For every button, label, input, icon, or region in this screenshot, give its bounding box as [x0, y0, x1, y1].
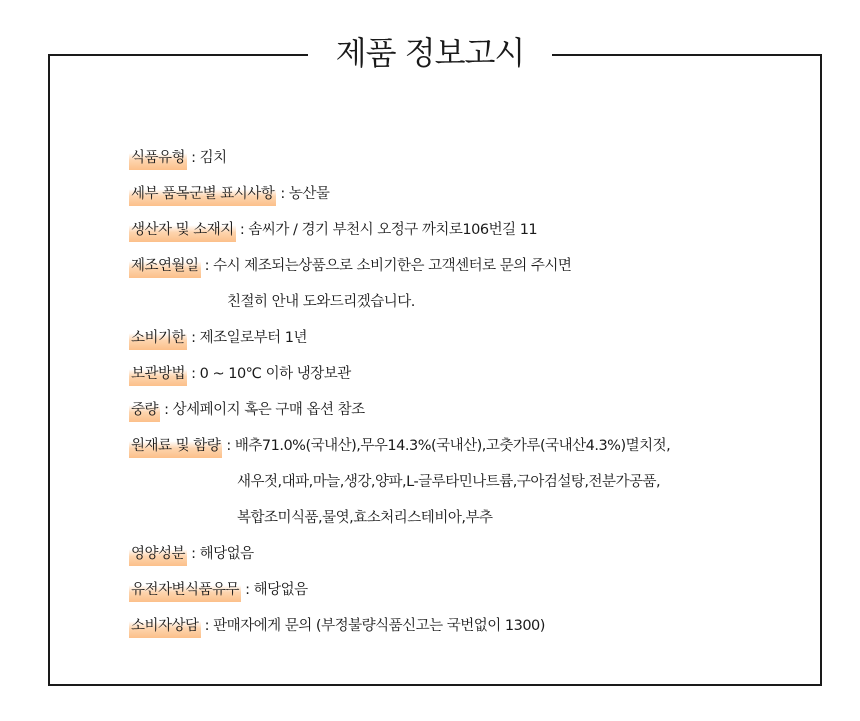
row-item-group	[129, 182, 829, 218]
row-value: : 0 ~ 10℃ 이하 냉장보관	[187, 366, 351, 382]
row-label: 유전자변식품유무	[129, 578, 241, 602]
row-producer	[129, 218, 829, 254]
row-label: 제조연월일	[129, 254, 201, 278]
row-value: : 상세페이지 혹은 구매 옵션 참조	[160, 402, 365, 418]
row-value: : 해당없음	[241, 582, 308, 598]
row-weight	[129, 398, 829, 434]
row-manufacture-date	[129, 254, 829, 290]
row-value-continuation: 새우젓,대파,마늘,생강,양파,L-글루타민나트륨,구아검설탕,전분가공품,	[237, 474, 661, 490]
row-value: : 솜씨가 / 경기 부천시 오정구 까치로106번길 11	[235, 222, 538, 238]
row-value: : 농산물	[276, 186, 330, 202]
page-title: 제품 정보고시	[308, 30, 553, 76]
row-consumer-service	[129, 614, 829, 650]
row-ingredients-cont-2	[129, 506, 829, 542]
row-ingredients	[129, 434, 829, 470]
row-label: 보관방법	[129, 362, 187, 386]
row-label: 중량	[129, 398, 160, 422]
row-food-type	[129, 146, 829, 182]
row-value: : 김치	[187, 150, 227, 166]
row-label: 소비자상담	[129, 614, 201, 638]
row-label: 원재료 및 함량	[129, 434, 222, 458]
row-gmo	[129, 578, 829, 614]
row-label: 소비기한	[129, 326, 187, 350]
row-storage	[129, 362, 829, 398]
row-label: 세부 품목군별 표시사항	[129, 182, 276, 206]
row-value: : 배추71.0%(국내산),무우14.3%(국내산),고춧가루(국내산4.3%)멸치젓,	[222, 438, 671, 454]
row-label: 영양성분	[129, 542, 187, 566]
row-value: : 해당없음	[187, 546, 254, 562]
row-label: 생산자 및 소재지	[129, 218, 236, 242]
row-nutrition	[129, 542, 829, 578]
row-label: 식품유형	[129, 146, 187, 170]
row-manufacture-date-cont	[129, 290, 829, 326]
row-value: : 제조일로부터 1년	[187, 330, 308, 346]
row-value: : 판매자에게 문의 (부정불량식품신고는 국번없이 1300)	[200, 618, 545, 634]
row-value-continuation: 복합조미식품,물엿,효소처리스테비아,부추	[237, 510, 493, 526]
info-list	[129, 146, 829, 650]
row-expiry	[129, 326, 829, 362]
row-value: : 수시 제조되는상품으로 소비기한은 고객센터로 문의 주시면	[200, 258, 572, 274]
row-ingredients-cont-1	[129, 470, 829, 506]
row-value-continuation: 친절히 안내 도와드리겠습니다.	[227, 294, 415, 310]
